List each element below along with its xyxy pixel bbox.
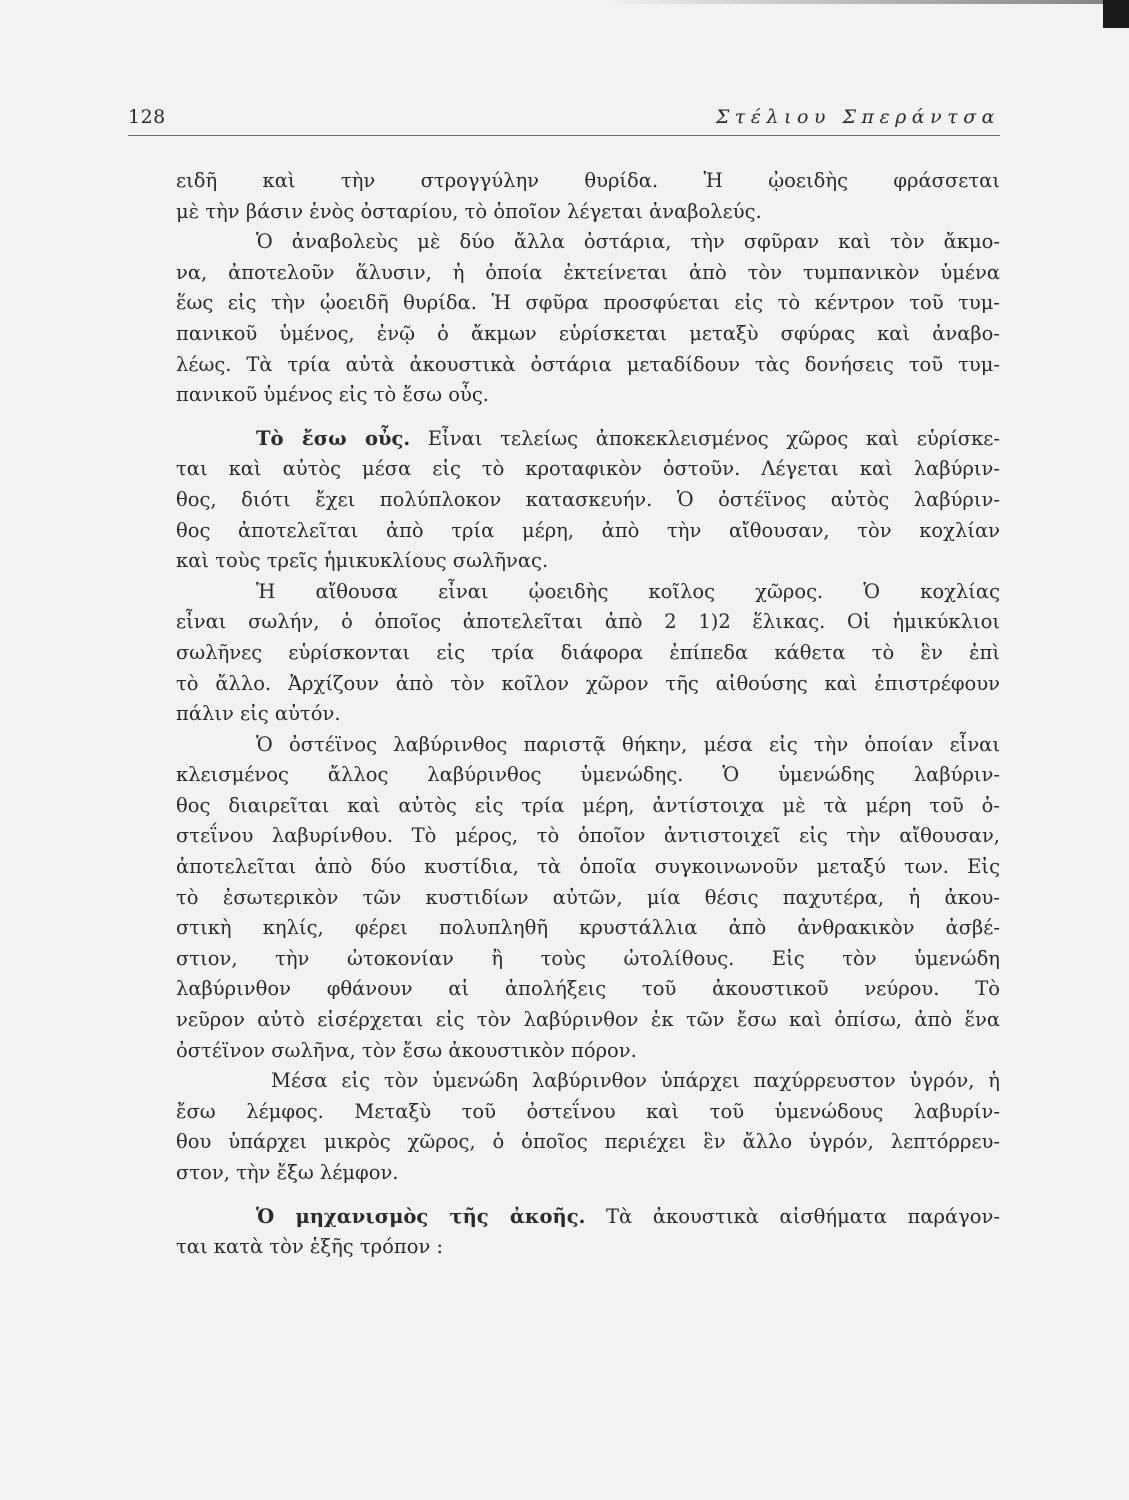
text-line: Ὁ ὀστέϊνος λαβύρινθος παριστᾷ θήκην, μέσα εἰς τὴν ὁποίαν εἶναι (256, 732, 1000, 756)
text-line: θος διαιρεῖται καὶ αὐτὸς εἰς τρία μέρη, ἀντίστοιχα μὲ τὰ μέρη τοῦ ὀ- (176, 793, 1000, 817)
text-line: κλεισμένος ἄλλος λαβύρινθος ὑμενώδης. Ὁ ὑμενώδης λαβύριν- (176, 763, 1000, 787)
text-line: τὸ ἄλλο. Ἀρχίζουν ἀπὸ τὸν κοῖλον χῶρον τῆς αἰθούσης καὶ ἐπιστρέφουν (176, 671, 1000, 695)
body-text (176, 166, 1000, 1263)
text-line: στικὴ κηλίς, φέρει πολυπληθῆ κρυστάλλια ἀπὸ ἀνθρακικὸν ἀσβέ- (176, 916, 1000, 940)
text-line: στεΐνου λαβυρίνθου. Τὸ μέρος, τὸ ὁποῖον ἀντιστοιχεῖ εἰς τὴν αἴθουσαν, (176, 824, 1000, 848)
text-line: Μέσα εἰς τὸν ὑμενώδη λαβύρινθον ὑπάρχει παχύρρευστον ὑγρόν, ἡ (271, 1069, 1000, 1093)
text-line: να, ἀποτελοῦν ἅλυσιν, ἡ ὁποία ἐκτείνεται ἀπὸ τὸν τυμπανικὸν ὑμένα (176, 260, 1000, 284)
text-line: καὶ τοὺς τρεῖς ἡμικυκλίους σωλῆνας. (176, 549, 549, 573)
text-line: ται καὶ αὐτὸς μέσα εἰς τὸ κροταφικὸν ὀστοῦν. Λέγεται καὶ λαβύριν- (176, 457, 1000, 481)
text-line: εἶναι σωλήν, ὁ ὁποῖος ἀποτελεῖται ἀπὸ 2 1)2 ἕλικας. Οἱ ἡμικύκλιοι (176, 610, 1000, 634)
text-line: λέως. Τὰ τρία αὐτὰ ἀκουστικὰ ὀστάρια μεταδίδουν τὰς δονήσεις τοῦ τυμ- (176, 352, 1000, 376)
text-line: πανικοῦ ὑμένος εἰς τὸ ἔσω οὖς. (176, 383, 489, 407)
text-line: ἕως εἰς τὴν ᾠοειδῆ θυρίδα. Ἡ σφῦρα προσφύεται εἰς τὸ κέντρον τοῦ τυμ- (176, 291, 1000, 315)
section-heading-line: Τὸ ἔσω οὖς. Εἶναι τελείως ἀποκεκλεισμένος χῶρος καὶ εὑρίσκε- (256, 426, 1000, 450)
text-line: μὲ τὴν βάσιν ἑνὸς ὀσταρίου, τὸ ὁποῖον λέγεται ἀναβολεύς. (176, 199, 762, 223)
text-line: πανικοῦ ὑμένος, ἐνῷ ὁ ἄκμων εὑρίσκεται μεταξὺ σφύρας καὶ ἀναβο- (176, 321, 1000, 345)
text-line: θος, διότι ἔχει πολύπλοκον κατασκευήν. Ὁ ὀστέϊνος αὐτὸς λαβύριν- (176, 487, 1000, 511)
section-heading: Τὸ ἔσω οὖς. (256, 426, 411, 450)
text-line: Ὁ ἀναβολεὺς μὲ δύο ἄλλα ὀστάρια, τὴν σφῦραν καὶ τὸν ἄκμο- (256, 230, 1000, 254)
paragraph-gap (176, 411, 1000, 424)
scan-shadow-corner (1103, 0, 1129, 28)
text-line: τὸ ἐσωτερικὸν τῶν κυστιδίων αὐτῶν, μία θέσις παχυτέρα, ἡ ἀκου- (176, 885, 1000, 909)
header-rule (128, 135, 1000, 136)
section-heading-line: Ὁ μηχανισμὸς τῆς ἀκοῆς. Τὰ ἀκουστικὰ αἰσθήματα παράγον- (256, 1204, 1000, 1228)
text-line: λαβύρινθον φθάνουν αἱ ἀπολήξεις τοῦ ἀκουστικοῦ νεύρου. Τὸ (176, 977, 1000, 1001)
text-line: θος ἀποτελεῖται ἀπὸ τρία μέρη, ἀπὸ τὴν αἴθουσαν, τὸν κοχλίαν (176, 518, 1000, 542)
page-number: 128 (128, 106, 166, 128)
text-line: νεῦρον αὐτὸ εἰσέρχεται εἰς τὸν λαβύρινθον ἐκ τῶν ἔσω καὶ ὀπίσω, ἀπὸ ἕνα (176, 1008, 1000, 1032)
section-heading: Ὁ μηχανισμὸς τῆς ἀκοῆς. (256, 1204, 586, 1228)
text-line: Ἡ αἴθουσα εἶναι ᾠοειδὴς κοῖλος χῶρος. Ὁ κοχλίας (256, 579, 1000, 603)
text-line: πάλιν εἰς αὐτόν. (176, 702, 341, 726)
text-line: ἔσω λέμφος. Μεταξὺ τοῦ ὀστεΐνου καὶ τοῦ ὑμενώδους λαβυρίν- (176, 1099, 1000, 1123)
text-line: ται κατὰ τὸν ἑξῆς τρόπον : (176, 1235, 444, 1259)
text-line: στιον, τὴν ὠτοκονίαν ἢ τοὺς ὠτολίθους. Εἰς τὸν ὑμενώδη (176, 946, 1000, 970)
text-line: σωλῆνες εὑρίσκονται εἰς τρία διάφορα ἐπίπεδα κάθετα τὸ ἓν ἐπὶ (176, 640, 1000, 664)
text-line: στον, τὴν ἔξω λέμφον. (176, 1161, 399, 1184)
text-line: ὀστέϊνον σωλῆνα, τὸν ἔσω ἀκουστικὸν πόρον. (176, 1038, 637, 1062)
running-head: Στέλιου Σπεράντσα (715, 106, 1000, 128)
text-line: ειδῆ καὶ τὴν στρογγύλην θυρίδα. Ἡ ᾠοειδὴς φράσσεται (176, 169, 1000, 192)
paragraph-gap (176, 1189, 1000, 1202)
text-line: θου ὑπάρχει μικρὸς χῶρος, ὁ ὁποῖος περιέχει ἓν ἄλλο ὑγρόν, λεπτόρρευ- (176, 1130, 1000, 1154)
scan-shadow-edge (600, 0, 1103, 4)
page-header (128, 98, 1000, 134)
text-line: ἀποτελεῖται ἀπὸ δύο κυστίδια, τὰ ὁποῖα συγκοινωνοῦν μεταξύ των. Εἰς (176, 855, 1000, 879)
